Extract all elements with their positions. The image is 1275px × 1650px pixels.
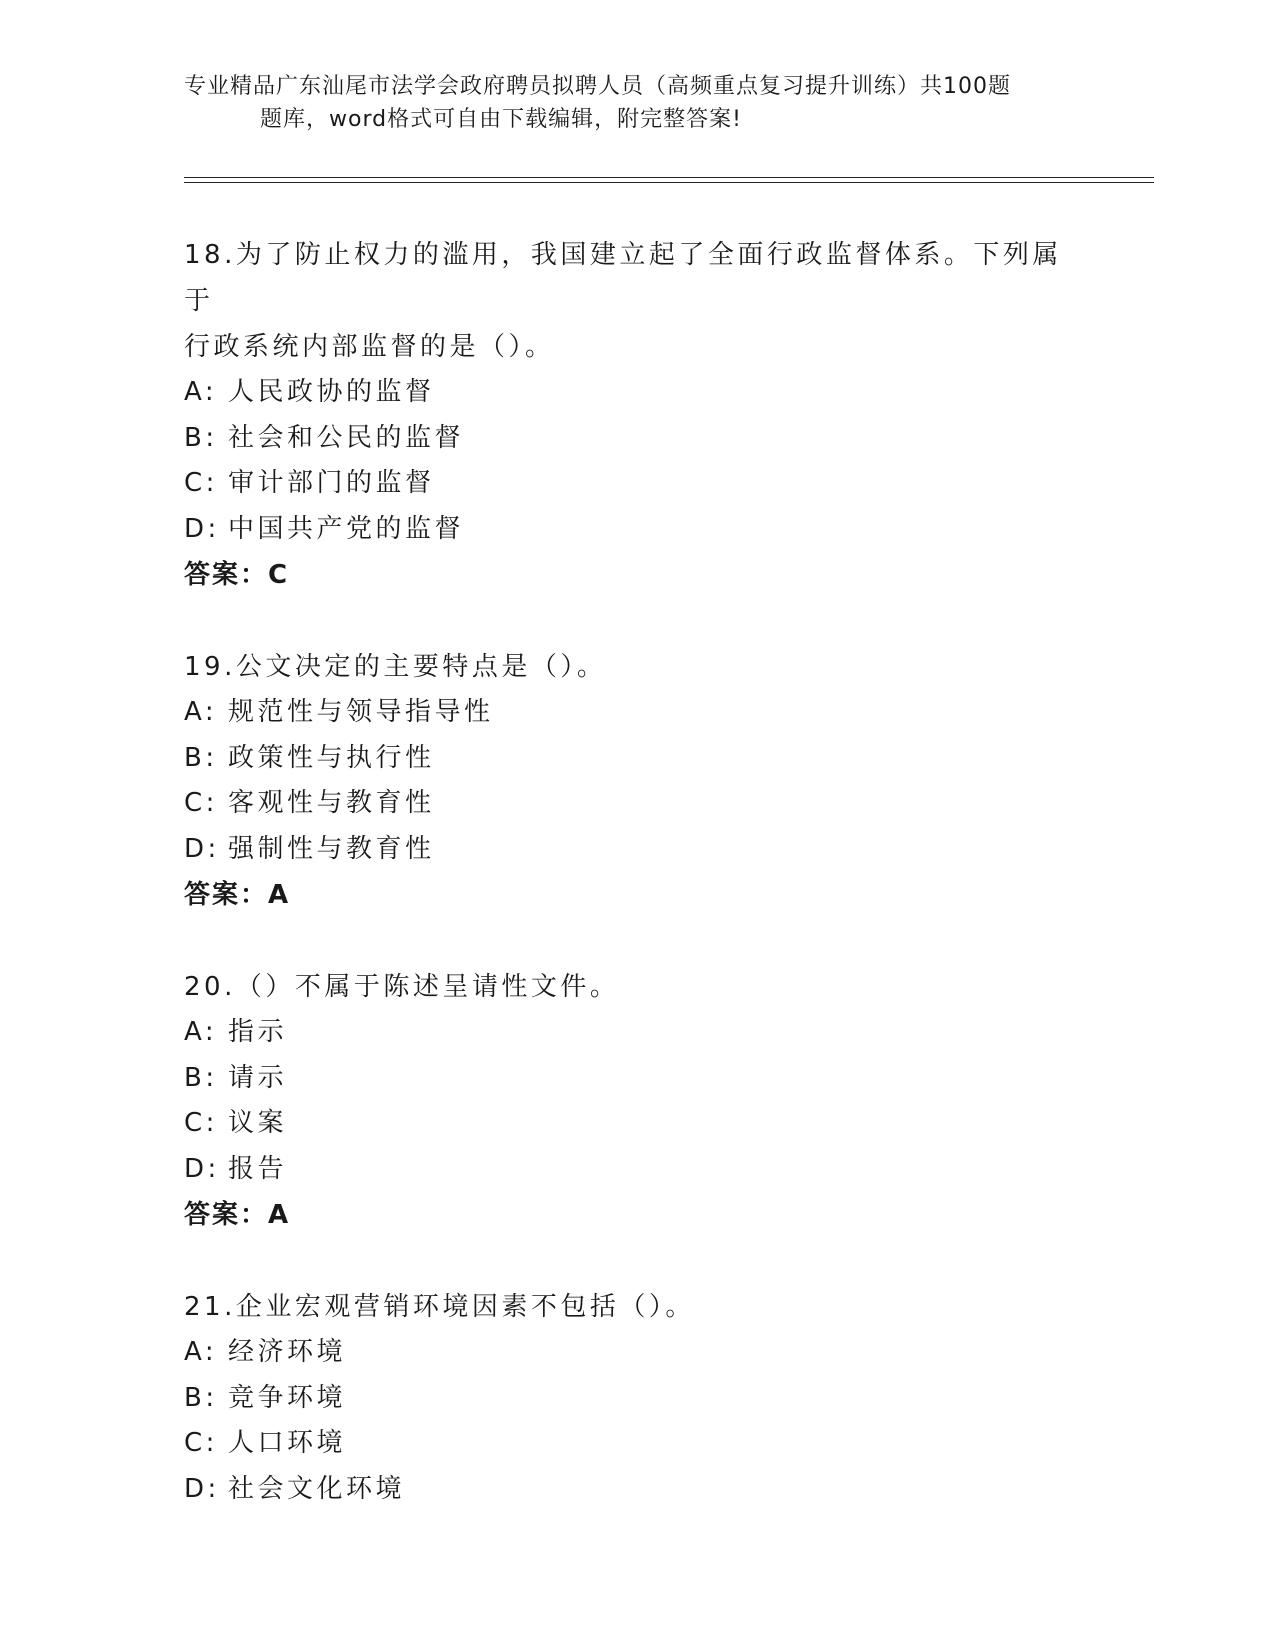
option-d — [184, 1147, 1084, 1193]
option-text: 人口环境 — [228, 1428, 347, 1458]
option-a — [184, 370, 1084, 416]
option-text: 强制性与教育性 — [228, 833, 435, 864]
option-letter: B: — [184, 1062, 218, 1093]
option-text: 政策性与执行性 — [228, 742, 435, 773]
option-c — [184, 781, 1084, 827]
question-stem: 18.为了防止权力的滥用，我国建立起了全面行政监督体系。下列属于 — [184, 240, 1062, 316]
option-d — [184, 1467, 1084, 1513]
option-text: 审计部门的监督 — [228, 468, 435, 498]
option-letter: A: — [184, 697, 218, 727]
option-letter: D: — [184, 1153, 220, 1184]
option-c — [184, 1421, 1084, 1467]
answer-label: 答案：A — [184, 880, 291, 910]
option-letter: C: — [184, 1108, 218, 1138]
question-stem-continuation: 行政系统内部监督的是（）。 — [184, 332, 555, 362]
question-list — [184, 232, 1084, 1558]
option-text: 竞争环境 — [228, 1382, 347, 1413]
option-text: 客观性与教育性 — [228, 788, 435, 818]
question-stem: 20.（）不属于陈述呈请性文件。 — [184, 972, 620, 1002]
option-letter: A: — [184, 377, 218, 407]
option-text: 中国共产党的监督 — [228, 513, 465, 544]
option-letter: C: — [184, 468, 218, 498]
option-b — [184, 1056, 1084, 1102]
option-letter: D: — [184, 1473, 220, 1504]
option-b — [184, 736, 1084, 782]
option-a — [184, 1330, 1084, 1376]
header-divider-top — [184, 177, 1154, 178]
option-text: 经济环境 — [228, 1337, 347, 1367]
question-stem: 21.企业宏观营销环境因素不包括（）。 — [184, 1292, 695, 1322]
question-item — [184, 964, 1084, 1238]
question-item — [184, 1284, 1084, 1512]
option-text: 报告 — [228, 1153, 288, 1184]
question-item — [184, 644, 1084, 918]
header-divider-bottom — [184, 182, 1154, 183]
option-text: 议案 — [228, 1108, 288, 1138]
option-d — [184, 827, 1084, 873]
option-letter: A: — [184, 1017, 218, 1047]
document-header — [184, 70, 1084, 136]
option-a — [184, 690, 1084, 736]
option-text: 指示 — [228, 1017, 288, 1047]
option-text: 社会和公民的监督 — [228, 422, 465, 453]
option-b — [184, 416, 1084, 462]
header-title-line2: 题库，word格式可自由下载编辑，附完整答案! — [260, 107, 742, 132]
option-letter: B: — [184, 422, 218, 453]
option-text: 人民政协的监督 — [228, 377, 435, 407]
option-letter: C: — [184, 1428, 218, 1458]
option-text: 请示 — [228, 1062, 288, 1093]
option-letter: B: — [184, 1382, 218, 1413]
option-letter: A: — [184, 1337, 218, 1367]
option-c — [184, 1101, 1084, 1147]
option-text: 规范性与领导指导性 — [228, 697, 494, 727]
option-letter: C: — [184, 788, 218, 818]
option-c — [184, 461, 1084, 507]
option-letter: B: — [184, 742, 218, 773]
question-item — [184, 232, 1084, 598]
header-title-line1: 专业精品广东汕尾市法学会政府聘员拟聘人员（高频重点复习提升训练）共100题 — [184, 74, 1011, 99]
answer-label: 答案：C — [184, 560, 290, 590]
answer-label: 答案：A — [184, 1200, 291, 1230]
option-d — [184, 507, 1084, 553]
option-letter: D: — [184, 833, 220, 864]
option-b — [184, 1376, 1084, 1422]
option-text: 社会文化环境 — [228, 1473, 406, 1504]
option-letter: D: — [184, 513, 220, 544]
question-stem: 19.公文决定的主要特点是（）。 — [184, 652, 607, 682]
option-a — [184, 1010, 1084, 1056]
